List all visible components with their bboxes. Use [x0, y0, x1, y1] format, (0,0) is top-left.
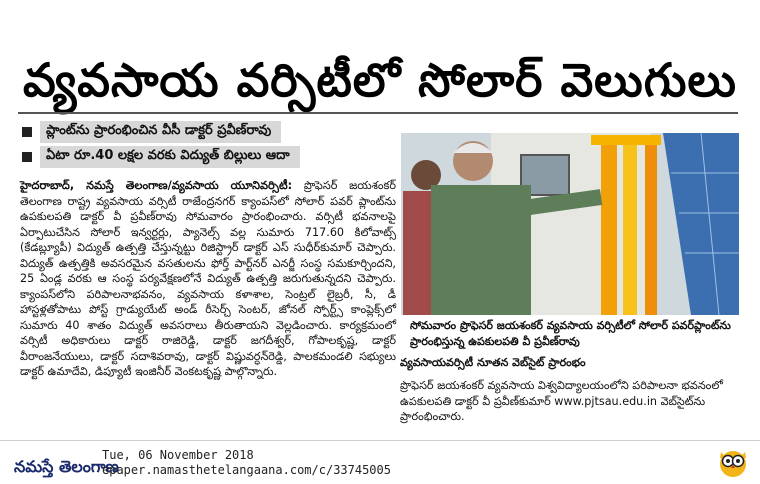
sidebar-title: వ్యవసాయవర్సిటీ నూతన వెబ్‌సైట్ ప్రారంభం: [400, 356, 586, 369]
headline: వ్యవసాయ వర్సిటీలో సోలార్ వెలుగులు: [23, 53, 737, 107]
subhead-2: [22, 146, 300, 168]
subhead-1: [22, 121, 281, 143]
photo-caption: సోమవారం ప్రొఫెసర్ జయశంకర్ వ్యవసాయ వర్సిటీలో సోలార్ పవర్‌ప్లాంట్‌ను ప్రారంభిస్తున్న ఉపకులపతి వీ ప్రవీణ్‌రావు: [410, 319, 731, 348]
news-photo: [401, 133, 739, 315]
epaper-link[interactable]: epaper.namasthetelangaana.com/c/33745005: [102, 463, 391, 477]
footer-divider: [0, 440, 760, 441]
newspaper-logo: నమస్తే తెలంగాణ: [14, 457, 119, 476]
owl-icon[interactable]: [717, 444, 749, 478]
bullet-square-icon: [22, 127, 32, 137]
bullet-square-icon: [22, 152, 32, 162]
solar-inauguration-illustration: [401, 133, 739, 315]
article-text: ప్రొఫెసర్ జయశంకర్ తెలంగాణ రాష్ట్ర వ్యవసాయ వర్సిటీ రాజేంద్రనగర్ క్యాంపస్‌లో సోలార్ పవర్ ప్లాంట్‌ను ఉపకులపతి డాక్టర్ వీ ప్రవీణ్‌రావు సోమవారం ప్రారంభించారు. వర్సిటీ భవనాలపై ఏర్పాటుచేసిన సోలార్ ఇన్వర్టర్లు, ప్యానెల్స్ వల్ల సుమారు 717.60 కిలోవాట్స్ (కేడబ్ల్యూపీ) విద్యుత్ ఉత్పత్తి చేస్తున్నట్టు రిజిస్ట్రార్ డాక్టర్ ఎస్ సుధీర్‌కుమార్ చెప్పారు. విద్యుత్ ఉత్పత్తికి అవసరమైన వసతులను ఫోర్త్ పార్ట్‌నర్ ఎనర్జీ సంస్థ సమకూర్చిందని, 25 ఏండ్ల వరకు ఆ సంస్థ పర్యవేక్షణలోనే విద్యుత్ ఉత్పత్తి జరుగుతున్నదని చెప్పారు. క్యాంపస్‌లోని పరిపాలనాభవనం, వ్యవసాయ కళాశాల, సెంట్రల్ లైబ్రరీ, సీ, డీ హాస్టళ్లతోపాటు పోస్ట్ గ్రాడ్యుయేట్ అండ్ రీసెర్చ్ సెంటర్, జోనల్ స్పోర్ట్స్ కాంప్లెక్స్‌లో సుమారు 40 శాతం విద్యుత్ అవసరాలు తీరుతాయని వెల్లడించారు. కార్యక్రమంలో వర్సిటీ అధికారులు డాక్టర్ రాజిరెడ్డి, డాక్టర్ జగదీశ్వర్, గోపాలకృష్ణ, డాక్టర్ వీరాంజనేయులు, డాక్టర్ సదాశివరావు, డాక్టర్ విష్ణువర్ధన్‌రెడ్డి, పాలకమండలి సభ్యులు డాక్టర్ ఉమాదేవి, డిప్యూటీ ఇంజినీర్ వెంకటకృష్ణ పాల్గొన్నారు.: [20, 179, 396, 378]
headline-rule: [18, 112, 738, 114]
article-body: [20, 178, 396, 380]
edition-date: Tue, 06 November 2018: [102, 448, 254, 462]
subhead-2-text: ఏటా రూ.40 లక్షల వరకు విద్యుత్ బిల్లులు ఆదా: [40, 146, 300, 168]
dateline: హైదరాబాద్, నమస్తే తెలంగాణ/వ్యవసాయ యూనివర్సిటీ:: [20, 179, 293, 192]
subhead-1-text: ప్లాంట్‌ను ప్రారంభించిన వీసీ డాక్టర్ ప్రవీణ్‌రావు: [40, 121, 281, 143]
sidebar-text: ప్రొఫెసర్ జయశంకర్ వ్యవసాయ విశ్వవిద్యాలయంలోని పరిపాలనా భవనంలో ఉపకులపతి డాక్టర్ వీ ప్రవీణ్‌కుమార్ www.pjtsau.edu.in వెబ్‌సైట్‌ను ప్రారంభించారు.: [400, 379, 723, 423]
